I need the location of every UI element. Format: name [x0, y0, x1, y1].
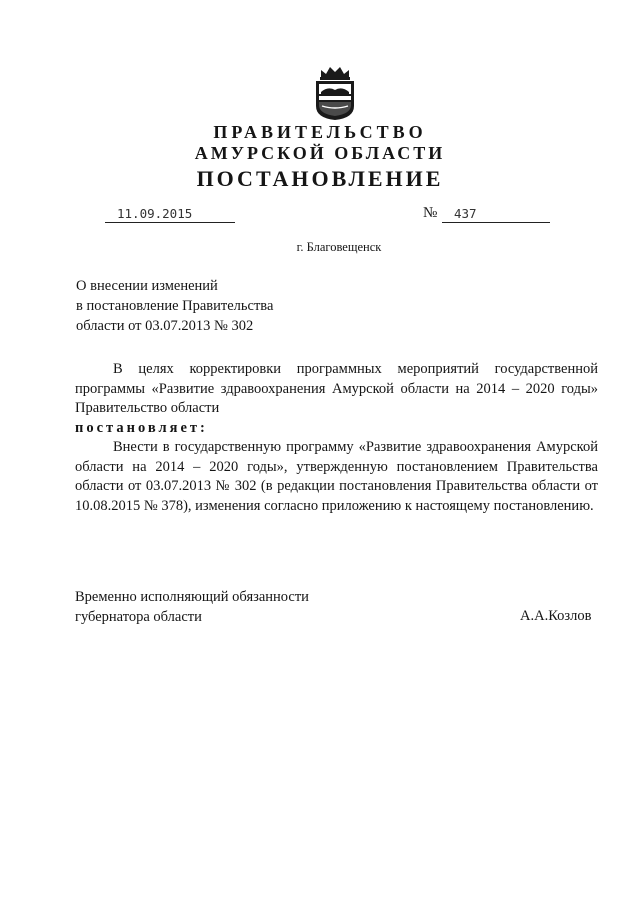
subject-line: области от 03.07.2013 № 302 [76, 318, 254, 334]
signatory-position-line: Временно исполняющий обязанности [75, 589, 309, 605]
region-title: АМУРСКОЙ ОБЛАСТИ [194, 143, 446, 163]
document-body [75, 360, 598, 516]
subject-line: в постановление Правительства [76, 298, 274, 314]
government-title: ПРАВИТЕЛЬСТВО [213, 122, 427, 142]
body-paragraph-preamble: В целях корректировки программных мероприятий государственной программы «Развитие здравоохранения Амурской области на 2014 – 2020 годы» Правительство области [75, 361, 598, 416]
city-name: г. Благовещенск [296, 240, 382, 254]
number-sign: № [423, 205, 438, 221]
decree-word: постановляет: [75, 419, 208, 436]
document-subject [76, 276, 273, 336]
document-number: 437 [442, 206, 550, 223]
signatory-position-line: губернатора области [75, 608, 202, 625]
document-type-title: ПОСТАНОВЛЕНИЕ [196, 166, 444, 191]
body-paragraph-decision: Внести в государственную программу «Развитие здравоохранения Амурской области на 2014 – 2020 годы», утвержденную постановлением Правительства области от 03.07.2013 № 302 (в редакции постановления Правительства области от 10.08.2015 № 378), изменения согласно приложению к настоящему постановлению. [75, 439, 598, 514]
document-date: 11.09.2015 [105, 206, 235, 223]
amur-region-coat-of-arms-icon [312, 62, 358, 122]
subject-line: О внесении изменений [76, 278, 218, 294]
signatory-name: А.А.Козлов [520, 608, 592, 624]
signatory-position [75, 588, 309, 627]
